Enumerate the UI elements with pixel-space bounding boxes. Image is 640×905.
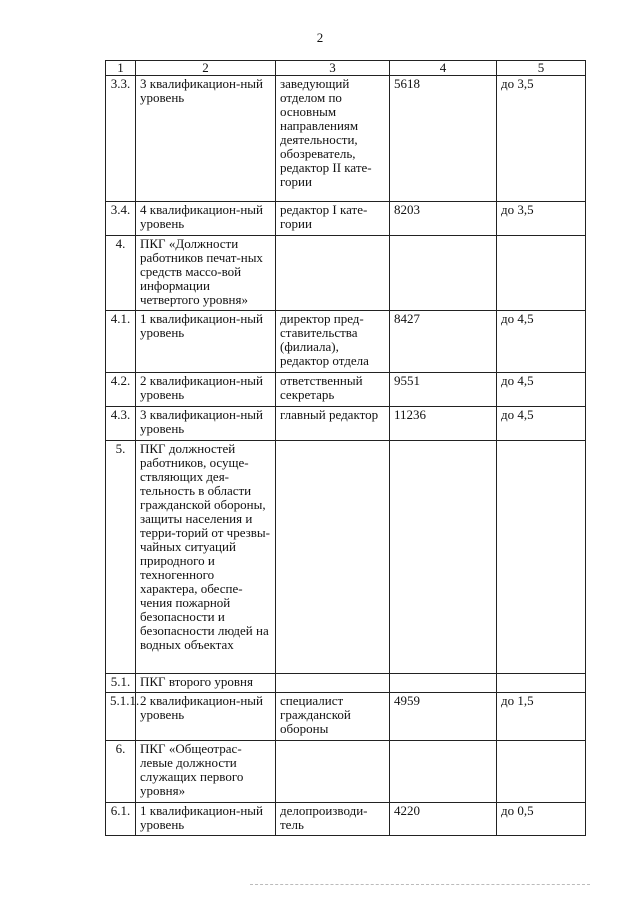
position-cell [276,236,390,311]
position-cell: специалист гражданской обороны [276,693,390,741]
salary-cell: 8203 [390,202,497,236]
position-cell: директор пред-ставительства (филиала), редактор отдела [276,311,390,373]
row-number: 4.1. [106,311,136,373]
coefficient-cell: до 3,5 [497,202,586,236]
header-col-2: 2 [136,61,276,76]
row-number: 5.1. [106,674,136,693]
position-cell [276,674,390,693]
row-number: 4.2. [106,373,136,407]
row-number: 5. [106,441,136,674]
group-cell: ПКГ должностей работников, осуще-ствляющих дея-тельность в области гражданской обороны, защиты населения и терри-торий от чрезвы-чайных ситуаций природного и техногенного характера, обеспе-чения пожарной безопасности и безопасности людей на водных объектах [136,441,276,674]
header-col-4: 4 [390,61,497,76]
table-row [106,202,586,236]
page-number: 2 [316,30,324,45]
table-row [106,311,586,373]
row-number: 3.3. [106,76,136,202]
coefficient-cell: до 3,5 [497,76,586,202]
table-row [106,803,586,836]
position-cell [276,741,390,803]
group-cell: 1 квалификацион-ный уровень [136,803,276,836]
group-cell: ПКГ «Общеотрас-левые должности служащих первого уровня» [136,741,276,803]
scan-artifact-line [250,884,590,885]
salary-cell [390,236,497,311]
position-cell: главный редактор [276,407,390,441]
table-row [106,741,586,803]
row-number: 4.3. [106,407,136,441]
row-number: 6. [106,741,136,803]
coefficient-cell: до 4,5 [497,373,586,407]
table-row [106,373,586,407]
coefficient-cell [497,741,586,803]
header-col-1: 1 [106,61,136,76]
salary-cell: 4220 [390,803,497,836]
header-col-5: 5 [497,61,586,76]
row-number: 3.4. [106,202,136,236]
position-cell [276,441,390,674]
group-cell: ПКГ «Должности работников печат-ных средств массо-вой информации четвертого уровня» [136,236,276,311]
table-row [106,693,586,741]
table-header-row [106,61,586,76]
coefficient-cell: до 4,5 [497,311,586,373]
group-cell: 2 квалификацион-ный уровень [136,693,276,741]
salary-cell: 11236 [390,407,497,441]
table-row [106,76,586,202]
position-cell: ответственный секретарь [276,373,390,407]
salary-cell: 4959 [390,693,497,741]
salary-table [105,60,586,836]
table-row [106,674,586,693]
row-number: 6.1. [106,803,136,836]
table-row [106,441,586,674]
position-cell: заведующий отделом по основным направлениям деятельности, обозреватель, редактор II кате-гории [276,76,390,202]
coefficient-cell [497,674,586,693]
coefficient-cell: до 0,5 [497,803,586,836]
row-number: 5.1.1. [106,693,136,741]
salary-cell: 8427 [390,311,497,373]
group-cell: 2 квалификацион-ный уровень [136,373,276,407]
coefficient-cell: до 4,5 [497,407,586,441]
header-col-3: 3 [276,61,390,76]
group-cell: 1 квалификацион-ный уровень [136,311,276,373]
salary-cell: 5618 [390,76,497,202]
group-cell: 4 квалификацион-ный уровень [136,202,276,236]
group-cell: ПКГ второго уровня [136,674,276,693]
salary-cell [390,441,497,674]
salary-cell [390,674,497,693]
position-cell: редактор I кате-гории [276,202,390,236]
group-cell: 3 квалификацион-ный уровень [136,76,276,202]
group-cell: 3 квалификацион-ный уровень [136,407,276,441]
salary-cell: 9551 [390,373,497,407]
salary-cell [390,741,497,803]
table-row [106,236,586,311]
row-number: 4. [106,236,136,311]
coefficient-cell: до 1,5 [497,693,586,741]
coefficient-cell [497,236,586,311]
coefficient-cell [497,441,586,674]
table-row [106,407,586,441]
position-cell: делопроизводи-тель [276,803,390,836]
